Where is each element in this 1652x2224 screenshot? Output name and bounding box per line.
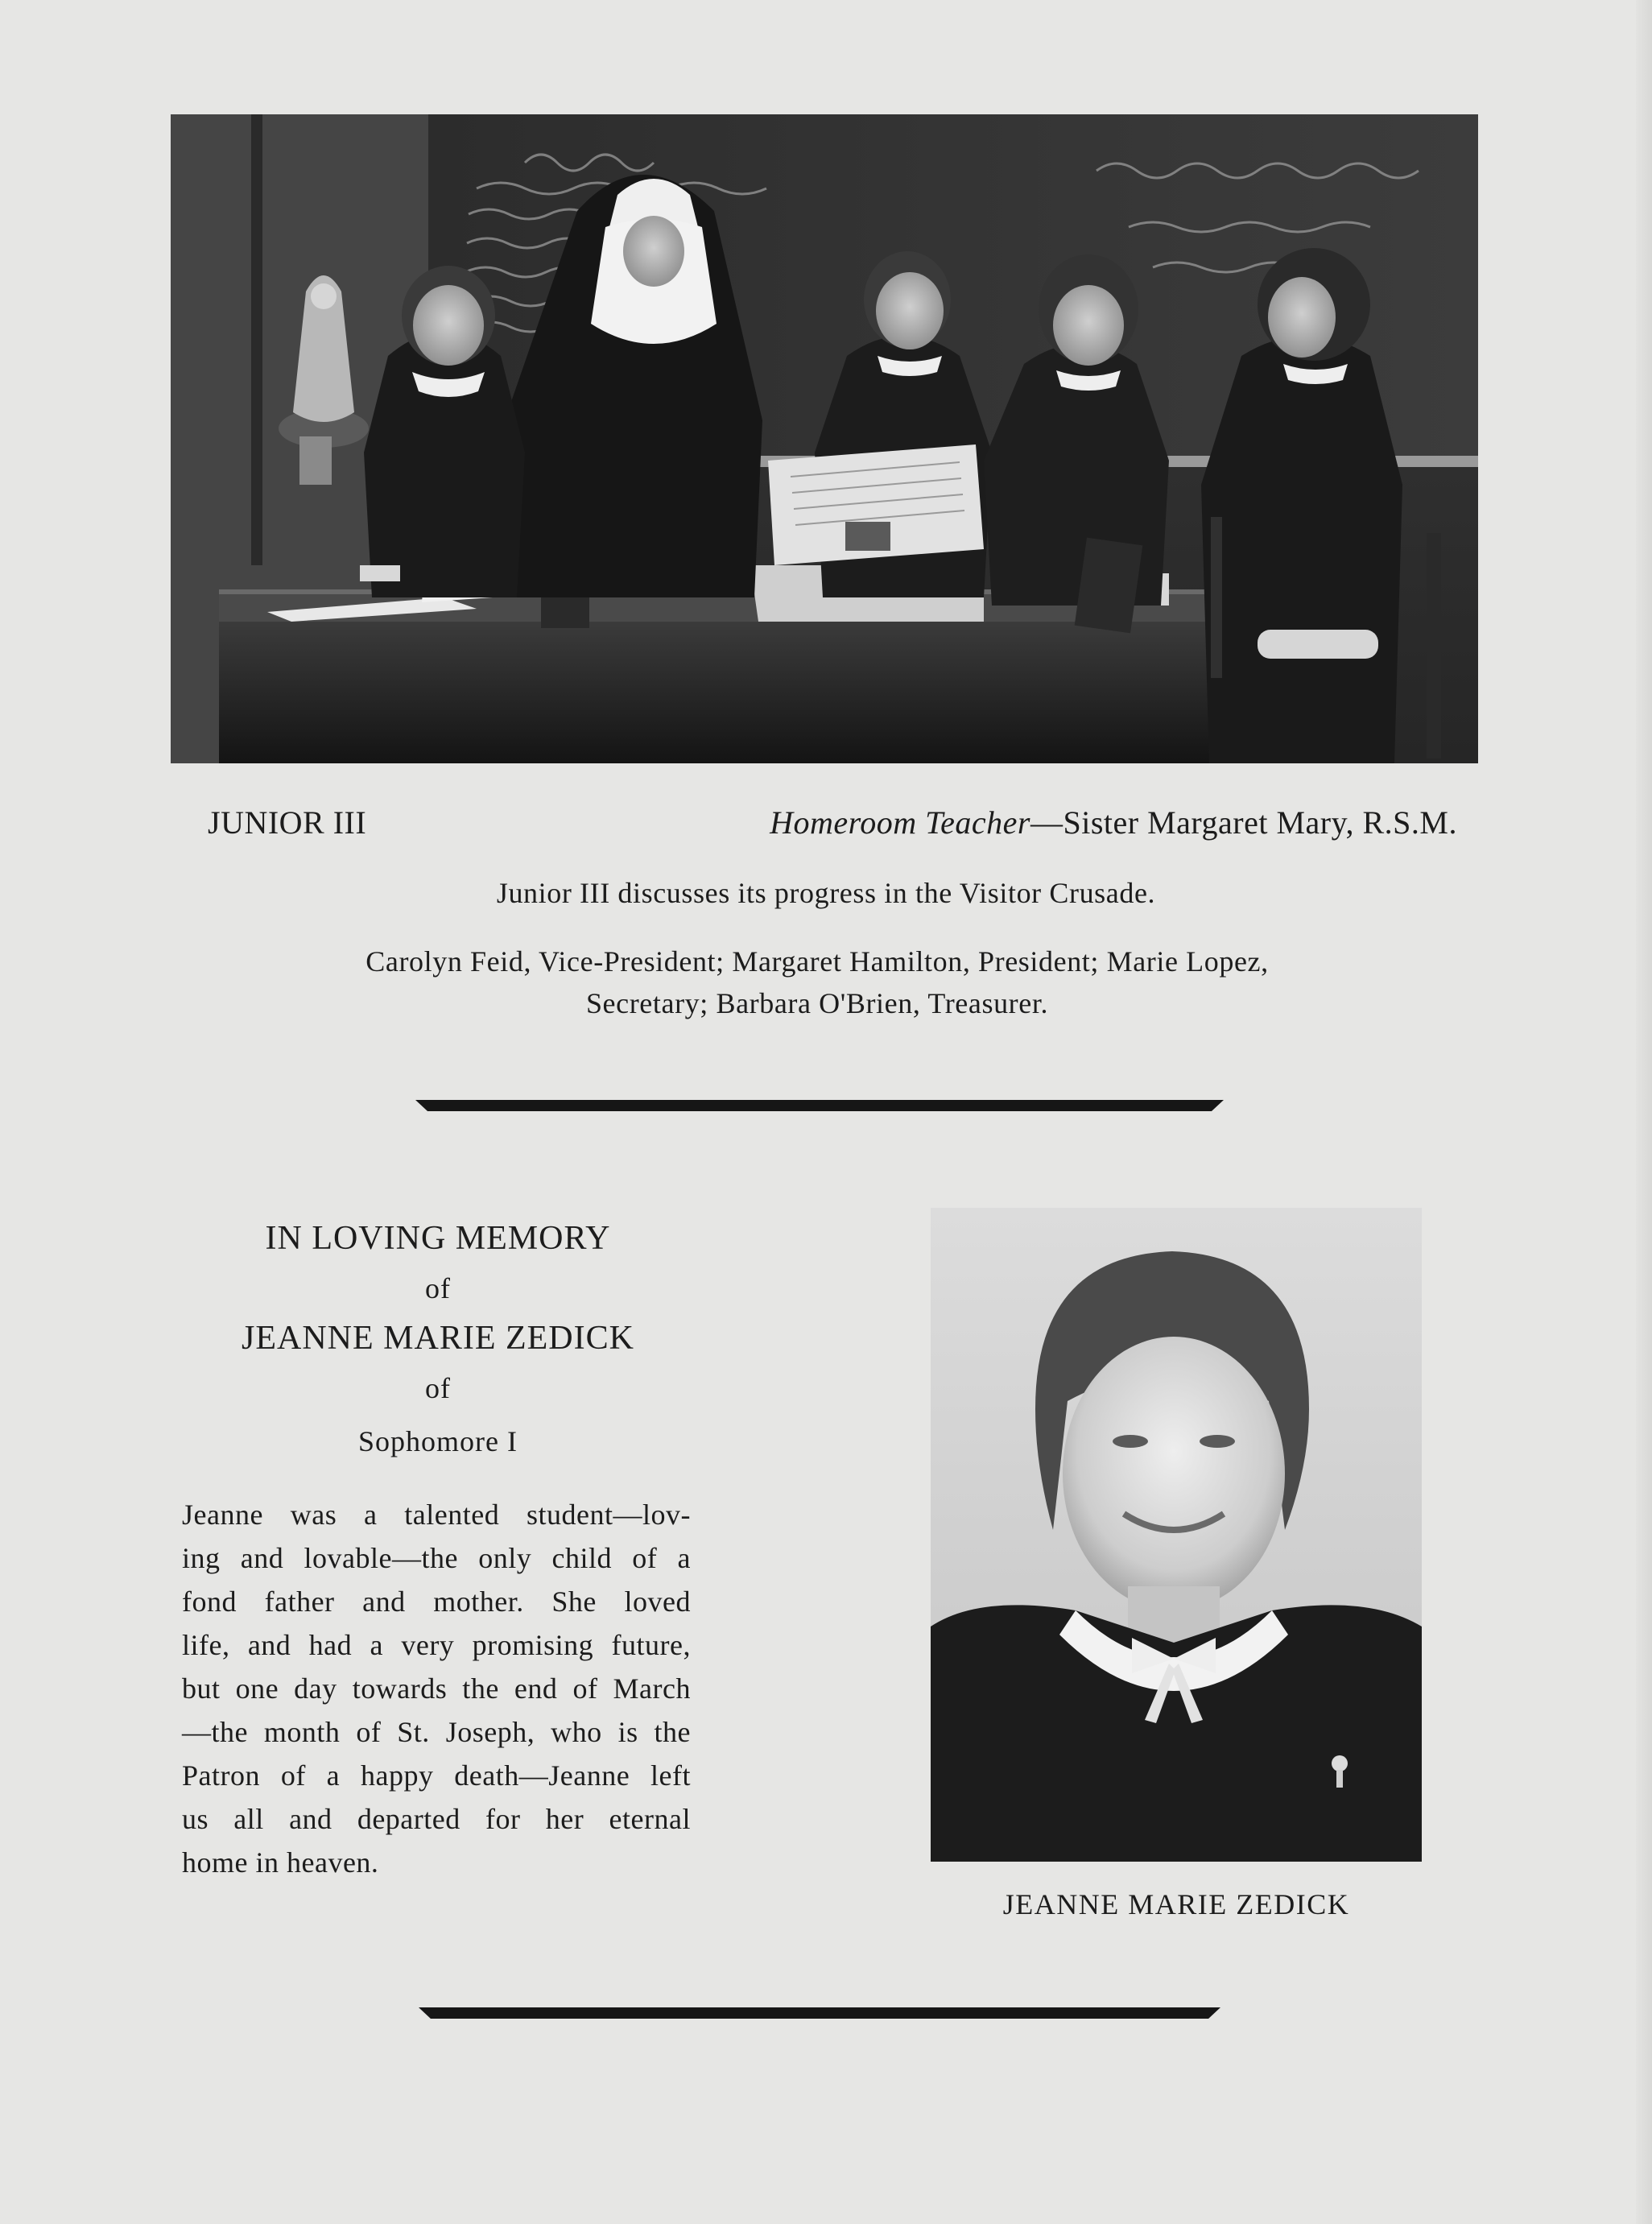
section-divider	[419, 2007, 1220, 2019]
memorial-line: home in heaven.	[182, 1846, 379, 1879]
homeroom-teacher	[770, 804, 1457, 841]
teacher-label: Homeroom Teacher	[770, 804, 1030, 841]
memorial-class: Sophomore I	[358, 1425, 518, 1457]
memorial-of-1: of	[425, 1272, 451, 1304]
memorial-line: —the month of St. Joseph, who is the	[182, 1716, 691, 1748]
class-photo	[171, 114, 1478, 763]
officers-line-2: Secretary; Barbara O'Brien, Treasurer.	[585, 987, 1049, 1019]
memorial-line: fond father and mother. She loved	[182, 1585, 691, 1618]
class-officers	[274, 940, 1361, 1024]
teacher-name: Sister Margaret Mary, R.S.M.	[1063, 804, 1457, 841]
memorial-text	[182, 1493, 691, 1884]
memorial-of-2: of	[425, 1372, 451, 1404]
page-edge	[1636, 0, 1652, 2224]
portrait-caption: JEANNE MARIE ZEDICK	[1002, 1888, 1350, 1920]
portrait-photo	[931, 1208, 1422, 1862]
section-divider	[415, 1100, 1224, 1111]
memorial-name: JEANNE MARIE ZEDICK	[242, 1320, 634, 1357]
memorial-heading	[182, 1214, 694, 1469]
class-description: Junior III discusses its progress in the Visitor Crusade.	[496, 877, 1156, 909]
memorial-title: IN LOVING MEMORY	[265, 1220, 611, 1257]
memorial-line: but one day towards the end of March	[182, 1672, 691, 1705]
memorial-line: us all and departed for her eternal	[182, 1803, 691, 1835]
class-name: JUNIOR III	[208, 804, 367, 841]
class-caption-row	[208, 804, 1457, 845]
teacher-dash: —	[1030, 804, 1063, 841]
memorial-line: ing and lovable—the only child of a	[182, 1542, 691, 1574]
memorial-line: Patron of a happy death—Jeanne left	[182, 1759, 691, 1792]
memorial-line: life, and had a very promising future,	[182, 1629, 691, 1661]
memorial-line: Jeanne was a talented student—lov-	[182, 1499, 691, 1531]
officers-line-1: Carolyn Feid, Vice-President; Margaret Hamilton, President; Marie Lopez,	[366, 945, 1269, 978]
